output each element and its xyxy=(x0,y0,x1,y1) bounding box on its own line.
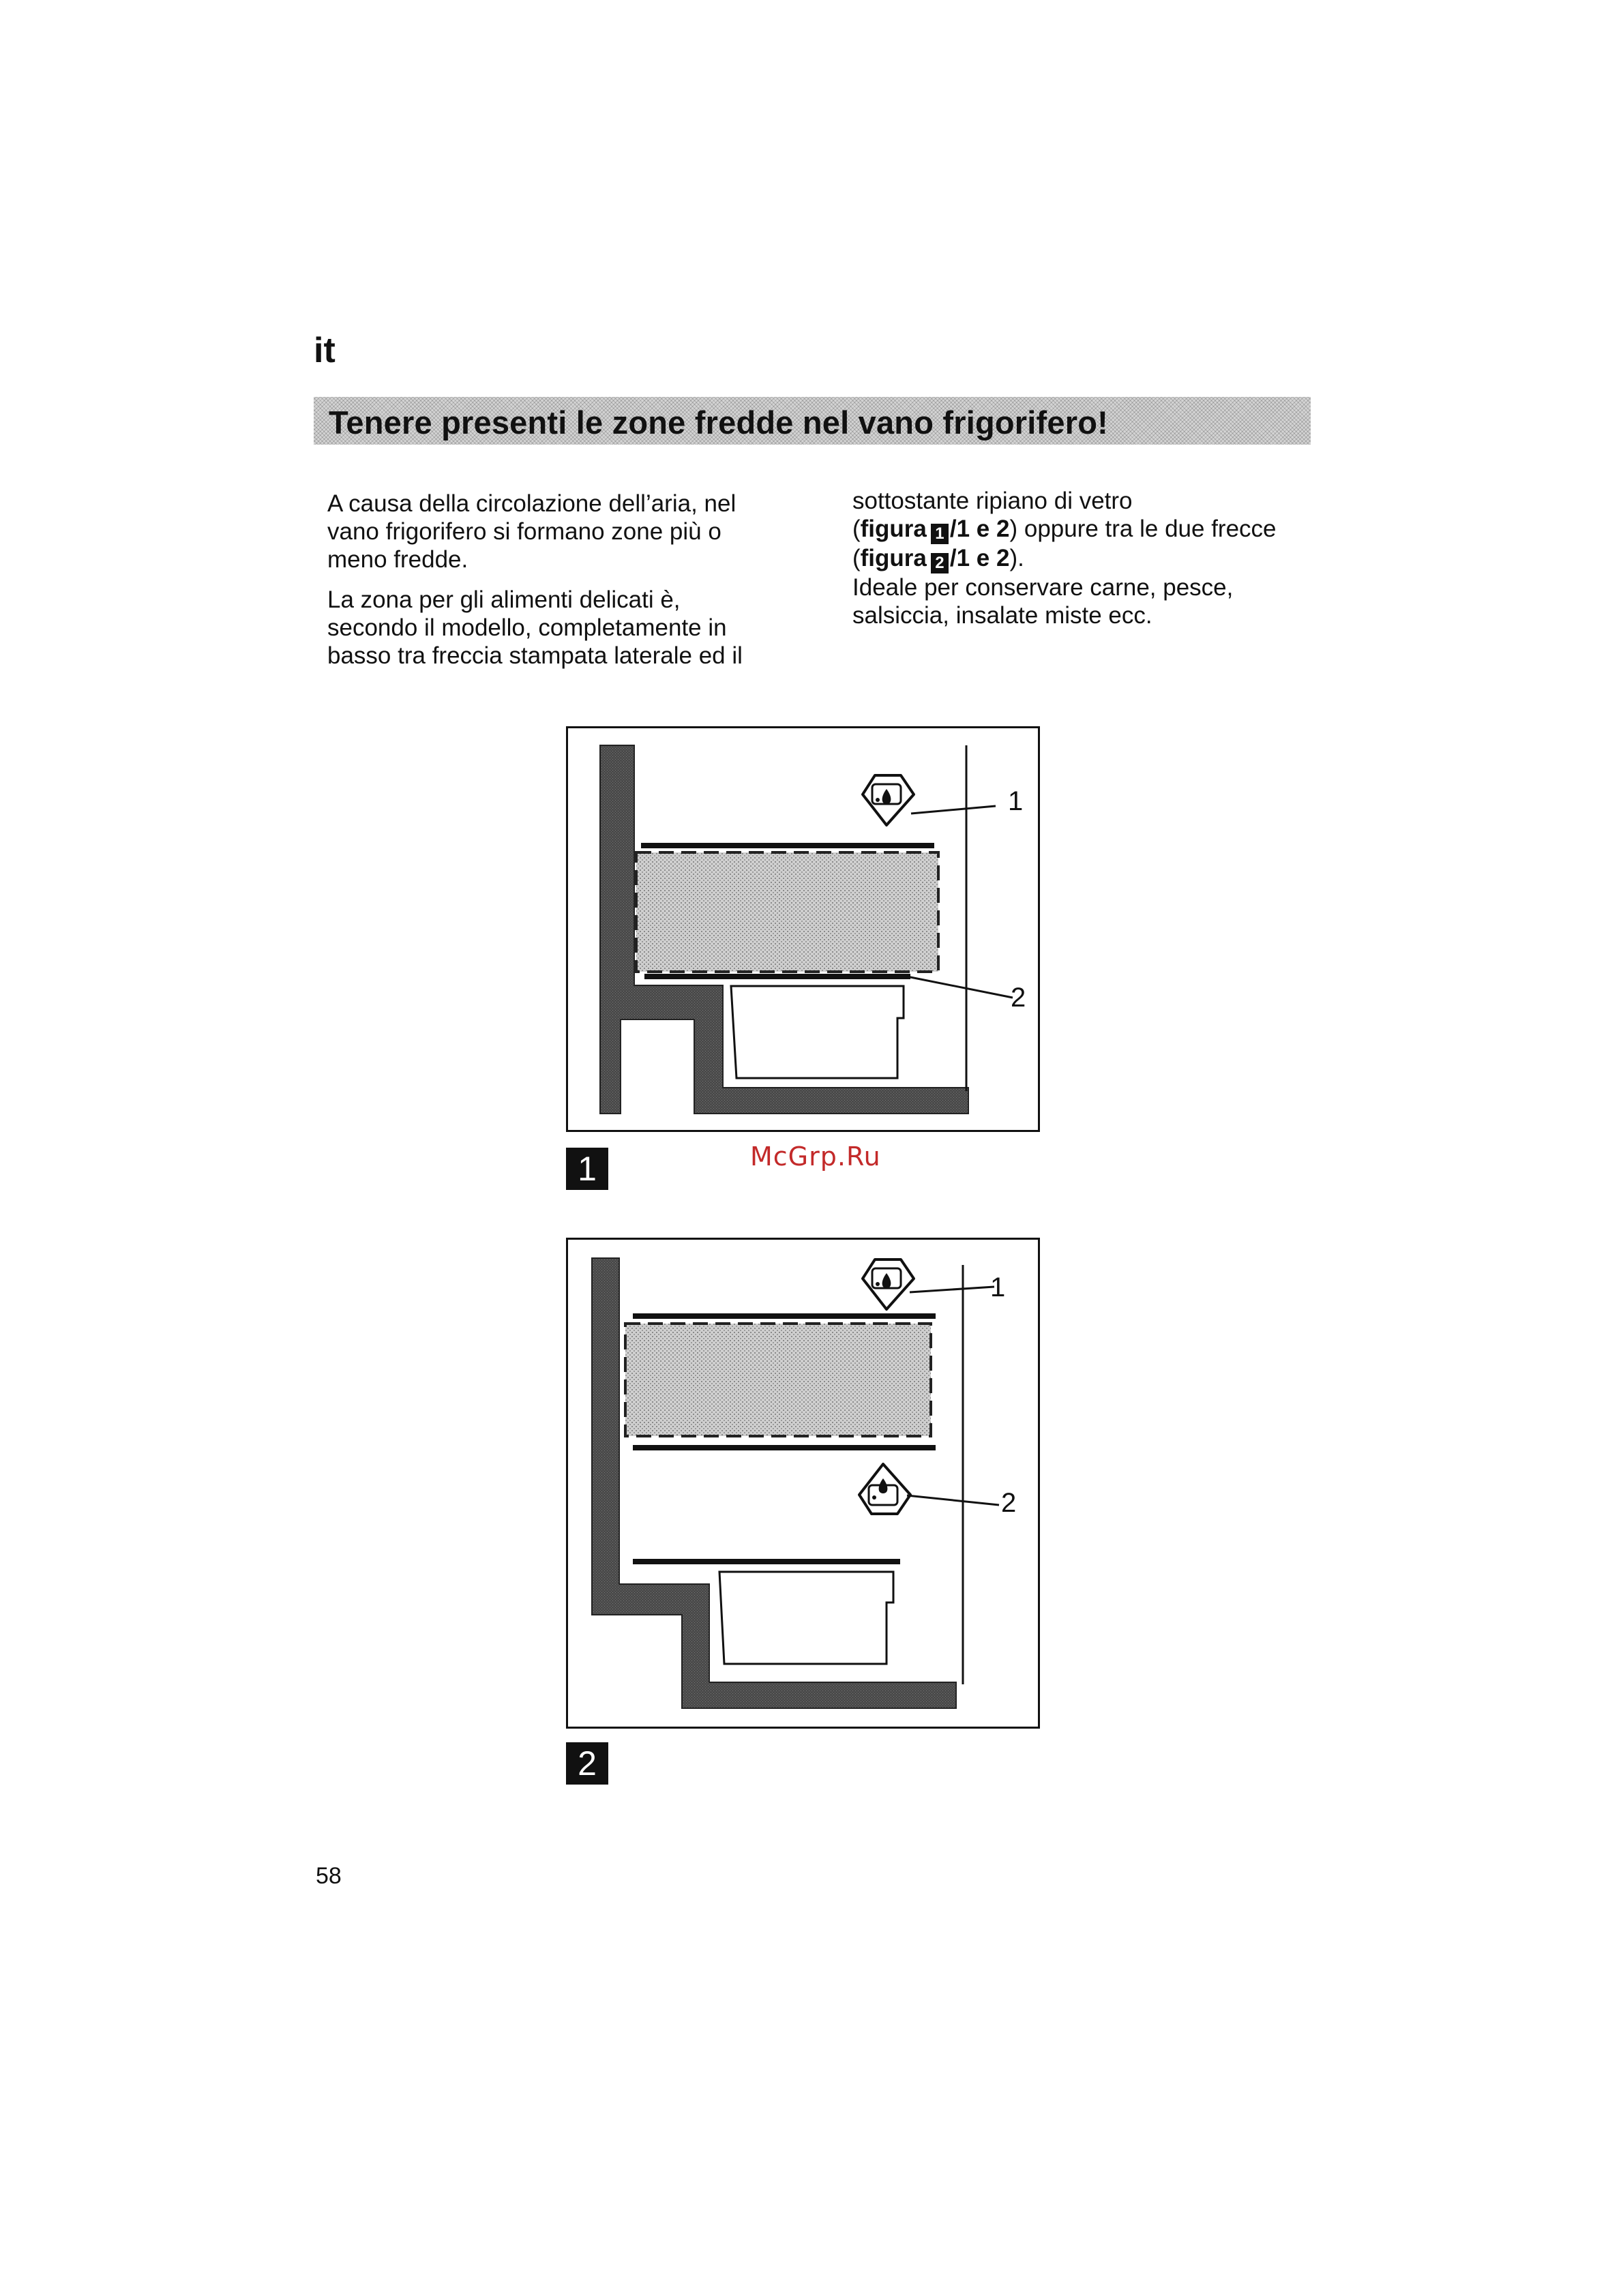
paragraph-air-circulation xyxy=(327,490,805,573)
text-line: basso tra freccia stampata laterale ed il xyxy=(327,642,743,669)
section-title-band xyxy=(314,397,1311,445)
text-line: A causa della circolazione dell’aria, nel xyxy=(327,490,736,517)
figure-1-reference-line: (figura 1 /1 e 2) oppure tra le due frecce xyxy=(852,516,1277,543)
text-line: secondo il modello, completamente in xyxy=(327,614,727,641)
paragraph-delicate-food-zone xyxy=(327,586,805,670)
text-line: vano frigorifero si formano zone più o xyxy=(327,518,721,545)
figure-2-reference-line: (figura 2 /1 e 2). xyxy=(852,545,1024,572)
text-line: Ideale per conservare carne, pesce, xyxy=(852,574,1234,601)
figure-2-fridge-diagram xyxy=(566,1238,1040,1729)
watermark-text: McGrp.Ru xyxy=(750,1142,881,1172)
body-text-left xyxy=(327,490,805,670)
cold-zone-area xyxy=(625,1324,931,1436)
page-number: 58 xyxy=(316,1863,342,1889)
callout-label-2: 2 xyxy=(1001,1488,1017,1518)
figure-1-mini-badge: 1 xyxy=(931,524,949,544)
text-line: La zona per gli alimenti delicati è, xyxy=(327,586,681,613)
figure-2-number: 2 xyxy=(566,1742,608,1785)
vegetable-drawer xyxy=(731,986,904,1078)
callout-label-1: 1 xyxy=(990,1272,1006,1302)
text-line: meno fredde. xyxy=(327,546,468,573)
vegetable-drawer xyxy=(719,1572,893,1664)
body-text-right xyxy=(852,487,1343,629)
language-code: it xyxy=(314,331,336,370)
figure-1-number: 1 xyxy=(566,1148,608,1190)
cold-zone-area xyxy=(636,852,938,972)
figure-1-fridge-diagram xyxy=(566,726,1040,1132)
figure-2-mini-badge: 2 xyxy=(931,553,949,573)
callout-label-2: 2 xyxy=(1011,983,1026,1013)
text-line: sottostante ripiano di vetro xyxy=(852,488,1133,514)
callout-label-1: 1 xyxy=(1008,786,1024,816)
section-title: Tenere presenti le zone fredde nel vano frigorifero! xyxy=(329,404,1108,441)
text-line: salsiccia, insalate miste ecc. xyxy=(852,602,1152,629)
